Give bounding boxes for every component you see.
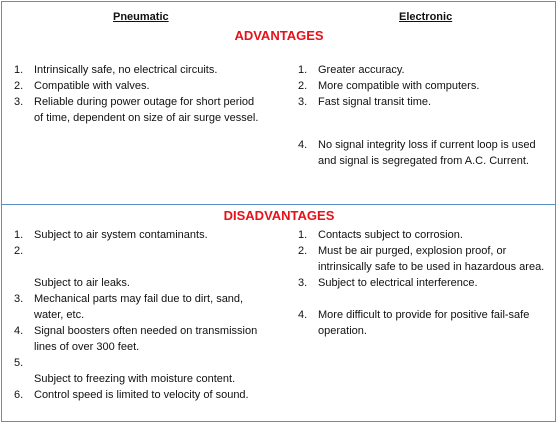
list-item: 2. Compatible with valves.: [14, 80, 150, 92]
list-item: 2.: [14, 245, 24, 257]
disadvantages-title: DISADVANTAGES: [223, 208, 335, 223]
advantages-title: ADVANTAGES: [234, 28, 324, 43]
section-divider: [1, 204, 556, 205]
list-item: 4. No signal integrity loss if current loop is used and signal is segregated from A.C. Current.: [298, 139, 536, 167]
disadvantages-pneumatic-list: [14, 227, 266, 403]
advantages-electronic-list: [298, 62, 550, 169]
list-item: 1. Intrinsically safe, no electrical circuits.: [14, 64, 218, 76]
pneumatic-header: Pneumatic: [113, 11, 169, 23]
list-item: 3. Fast signal transit time.: [298, 96, 432, 108]
disadvantages-electronic-list: [298, 227, 550, 339]
list-item: 3. Mechanical parts may fail due to dirt, sand, water, etc.: [14, 293, 244, 321]
advantages-pneumatic-list: [14, 62, 266, 126]
list-item: 2. Must be air purged, explosion proof, or intrinsically safe to be used in hazardous area.: [298, 245, 545, 273]
list-item: 3. Subject to electrical interference.: [298, 277, 478, 289]
list-item: 6. Control speed is limited to velocity of sound.: [14, 389, 249, 401]
list-item: 2. More compatible with computers.: [298, 80, 480, 92]
list-item: 1. Greater accuracy.: [298, 64, 405, 76]
electronic-header: Electronic: [399, 11, 453, 23]
list-item: Subject to freezing with moisture content.: [34, 373, 236, 385]
list-item: 1. Subject to air system contaminants.: [14, 229, 208, 241]
list-item: 4. More difficult to provide for positive fail-safe operation.: [298, 309, 530, 337]
list-item: Subject to air leaks.: [34, 277, 130, 289]
list-item: 3. Reliable during power outage for short period of time, dependent on size of air surge vessel.: [14, 96, 259, 124]
list-item: 4. Signal boosters often needed on transmission lines of over 300 feet.: [14, 325, 258, 353]
list-item: 5.: [14, 357, 24, 369]
list-item: 1. Contacts subject to corrosion.: [298, 229, 463, 241]
